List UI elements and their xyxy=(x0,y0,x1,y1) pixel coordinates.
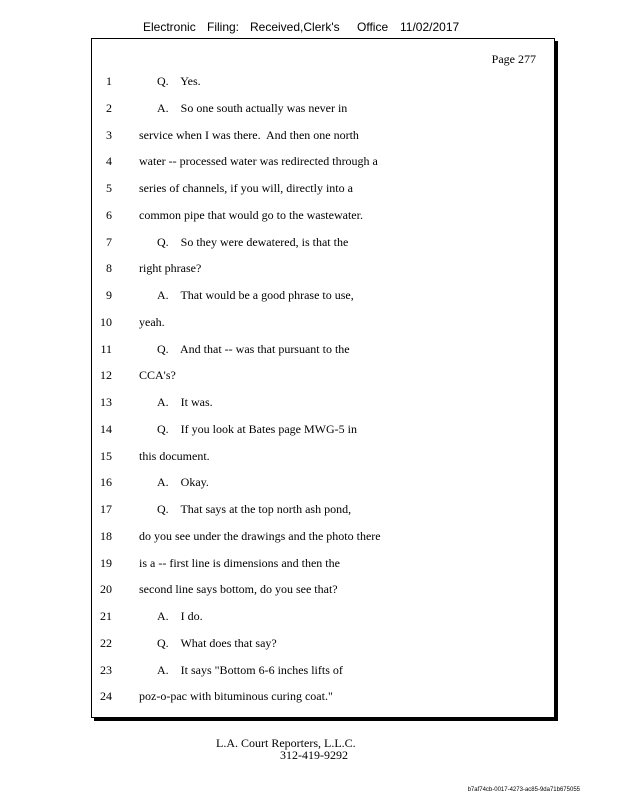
transcript-line xyxy=(0,261,618,279)
line-text: water -- processed water was redirected through a xyxy=(139,154,378,169)
line-number: 20 xyxy=(100,582,112,597)
line-number: 22 xyxy=(100,635,112,650)
line-text: Q. Yes. xyxy=(157,74,201,88)
line-text: poz-o-pac with bituminous curing coat." xyxy=(139,689,333,704)
transcript-line xyxy=(0,315,618,333)
line-text: A. I do. xyxy=(157,609,203,623)
line-text: Q. If you look at Bates page MWG-5 in xyxy=(157,421,357,436)
transcript-line xyxy=(0,636,618,654)
line-text: CCA's? xyxy=(139,368,176,383)
line-text: Q. So they were dewatered, is that the xyxy=(157,234,349,249)
line-text: service when I was there. And then one north xyxy=(139,127,359,142)
line-text: A. That would be a good phrase to use, xyxy=(157,288,354,302)
line-text: Q. What does that say? xyxy=(157,635,277,650)
line-text: A. Okay. xyxy=(157,475,209,490)
line-number: 3 xyxy=(106,127,112,142)
line-text: second line says bottom, do you see that? xyxy=(139,582,338,597)
transcript-line xyxy=(0,101,618,119)
line-number: 6 xyxy=(106,207,112,222)
transcript-line xyxy=(0,288,618,306)
transcript-line xyxy=(0,582,618,600)
transcript-line xyxy=(0,342,618,360)
line-number: 5 xyxy=(106,181,112,195)
line-text: A. It says "Bottom 6-6 inches lifts of xyxy=(157,662,343,677)
line-text: A. It was. xyxy=(157,395,213,409)
line-text: this document. xyxy=(139,448,210,463)
transcript-line xyxy=(0,368,618,386)
transcript-line xyxy=(0,154,618,172)
filing-office: Office xyxy=(357,20,389,34)
transcript-line xyxy=(0,395,618,413)
transcript-line xyxy=(0,502,618,520)
filing-stamp xyxy=(0,18,618,38)
line-number: 23 xyxy=(100,662,112,677)
line-text: series of channels, if you will, directly into a xyxy=(139,181,353,195)
line-number: 19 xyxy=(100,555,112,570)
transcript-line xyxy=(0,475,618,493)
line-number: 14 xyxy=(100,421,112,436)
line-number: 15 xyxy=(100,448,112,463)
transcript-line xyxy=(0,74,618,92)
line-number: 4 xyxy=(106,154,112,169)
line-number: 18 xyxy=(100,528,112,543)
line-text: do you see under the drawings and the photo there xyxy=(139,528,381,543)
line-number: 12 xyxy=(100,368,112,383)
reporter-company: L.A. Court Reporters, L.L.C. xyxy=(216,736,356,750)
line-number: 17 xyxy=(100,502,112,516)
line-number: 2 xyxy=(106,100,112,115)
line-text: Q. And that -- was that pursuant to the xyxy=(157,341,350,356)
transcript-line xyxy=(0,449,618,467)
line-text: is a -- first line is dimensions and then the xyxy=(139,555,340,570)
transcript-line xyxy=(0,235,618,253)
transcript-line xyxy=(0,422,618,440)
line-text: Q. That says at the top north ash pond, xyxy=(157,502,352,516)
filing-electronic: Electronic xyxy=(143,20,196,34)
filing-label: Filing: xyxy=(207,20,240,34)
page-number: Page 277 xyxy=(491,52,536,66)
transcript-line xyxy=(0,609,618,627)
transcript-line xyxy=(0,529,618,547)
line-text: yeah. xyxy=(139,314,165,329)
filing-received: Received,Clerk's xyxy=(250,20,340,34)
line-number: 1 xyxy=(106,74,112,88)
line-number: 8 xyxy=(106,261,112,276)
line-number: 9 xyxy=(106,288,112,302)
reporter-phone: 312-419-9292 xyxy=(280,748,348,762)
transcript-line xyxy=(0,181,618,199)
line-number: 11 xyxy=(100,341,112,356)
line-number: 16 xyxy=(100,475,112,490)
transcript-line xyxy=(0,556,618,574)
document-hash: b7af74cb-0017-4273-ac85-9da71b675055 xyxy=(467,787,580,793)
line-number: 13 xyxy=(100,395,112,409)
line-number: 10 xyxy=(100,314,112,329)
transcript-line xyxy=(0,663,618,681)
transcript-line xyxy=(0,208,618,226)
filing-date: 11/02/2017 xyxy=(400,20,460,34)
line-text: common pipe that would go to the wastewater. xyxy=(139,207,363,222)
line-number: 7 xyxy=(106,234,112,249)
line-text: right phrase? xyxy=(139,261,202,276)
line-text: A. So one south actually was never in xyxy=(157,100,348,115)
line-number: 24 xyxy=(100,689,112,704)
frame-shadow-bottom xyxy=(94,718,558,721)
transcript-line xyxy=(0,128,618,146)
line-number: 21 xyxy=(100,609,112,623)
transcript-line xyxy=(0,689,618,707)
